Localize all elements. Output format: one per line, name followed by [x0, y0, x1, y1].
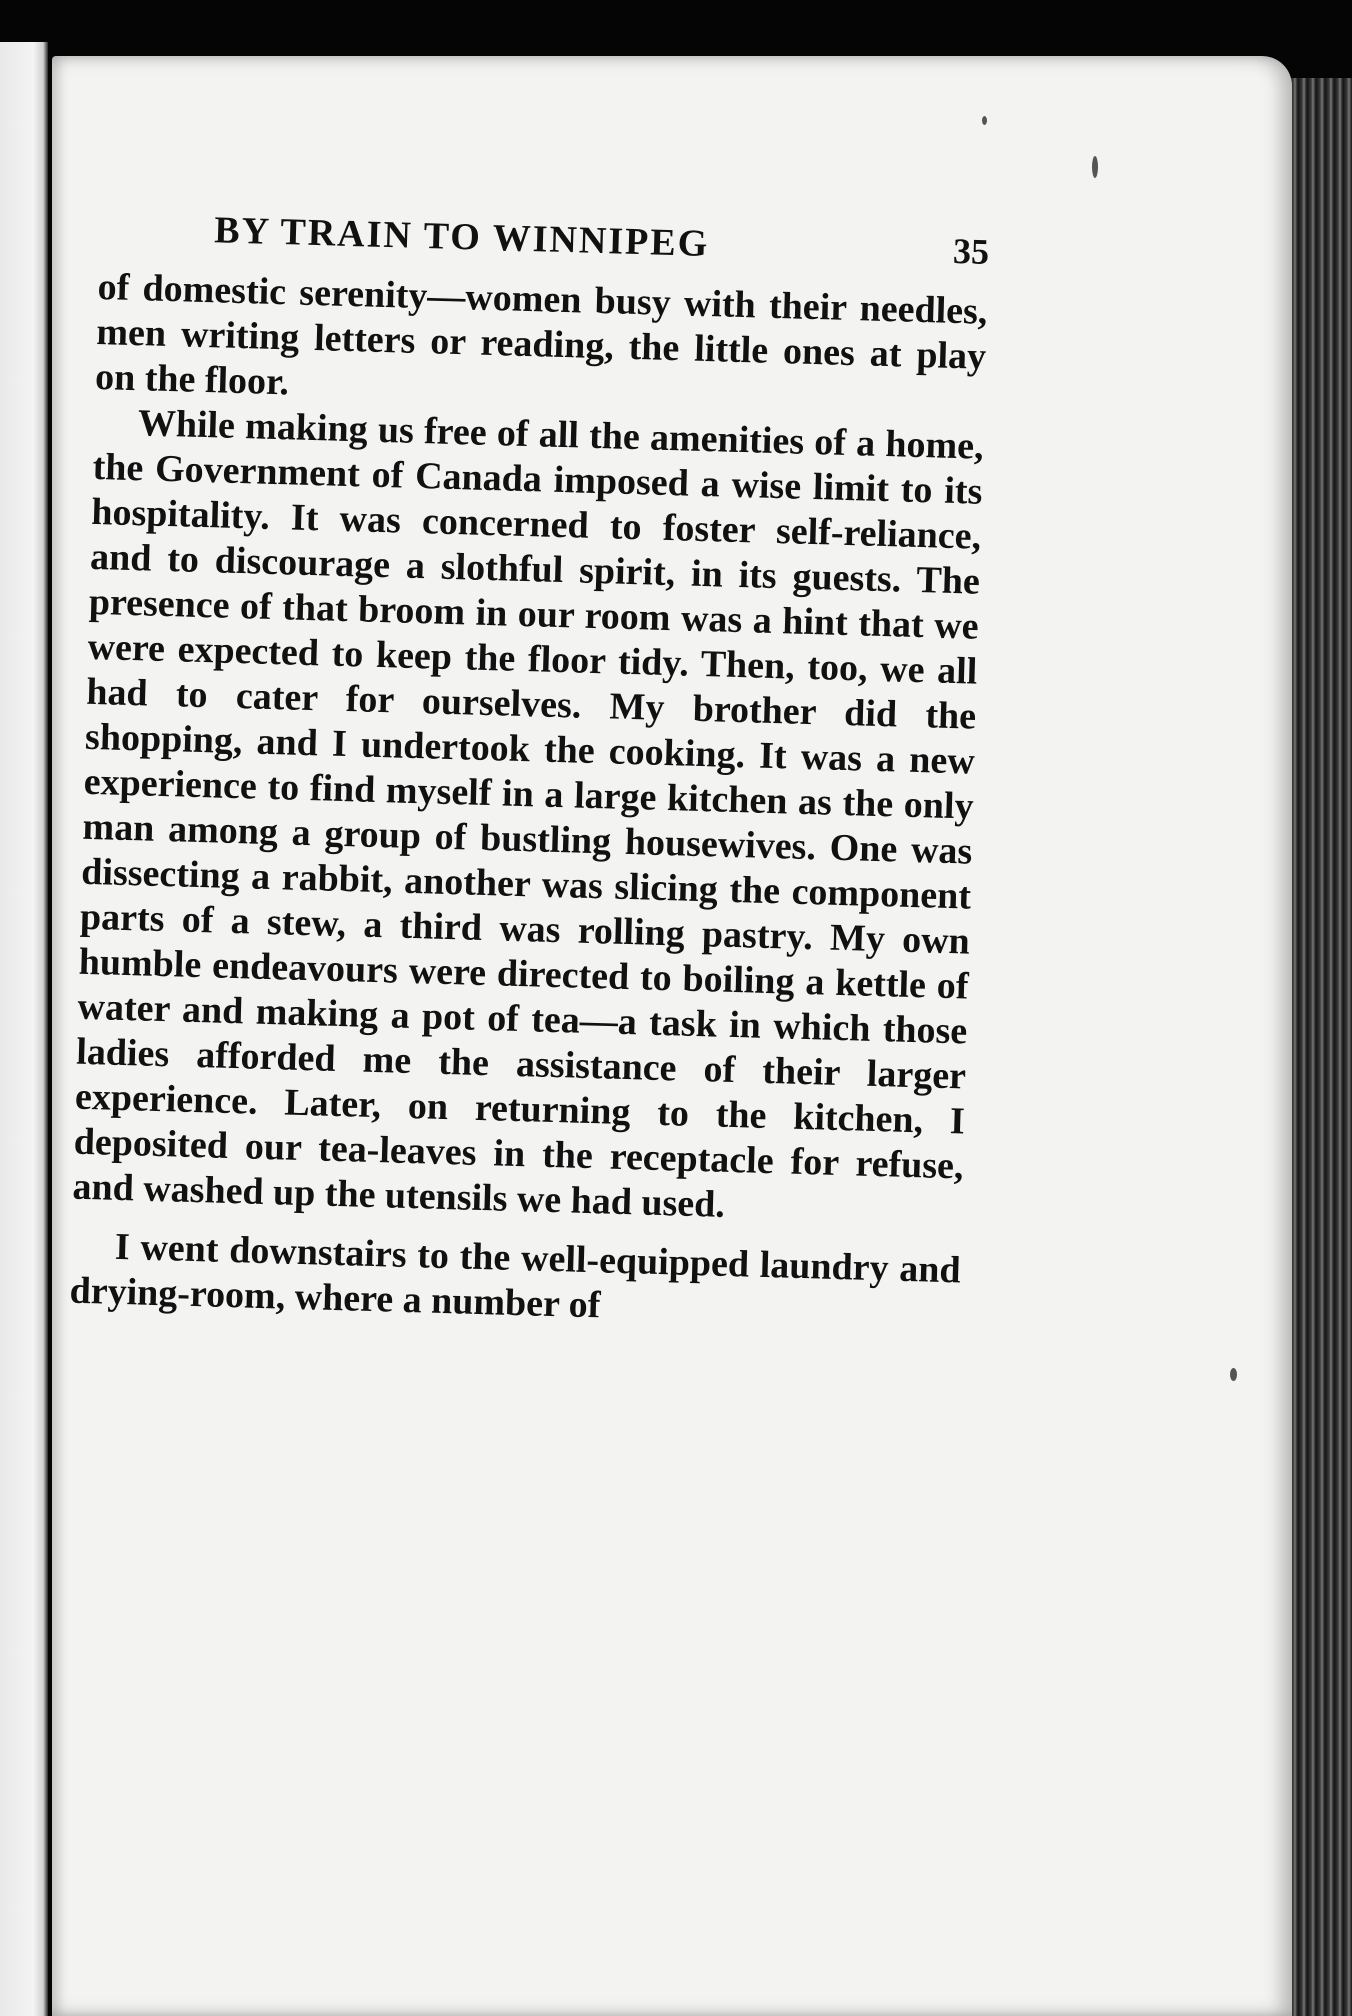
page-number: 35 [952, 230, 990, 272]
text-block [69, 205, 990, 1338]
paragraph-kitchen: While making us free of all the amenities of a home, the Government of Canada imposed a wise limit to its hospitality. It was concerned to foster self-reliance, and to discourage a slothful spirit, in its guests. The presence of that broom in our room was a hint that we were expected to keep the floor tidy. Then, too, we all had to cater for ourselves. My brother did the shopping, and I undertook the cooking. It was a new experience to find myself in a large kitchen as the only man among a group of bustling housewives. One was dissecting a rabbit, another was slicing the component parts of a stew, a third was rolling pastry. My own humble endeavours were directed to boiling a kettle of water and making a pot of tea—a task in which those ladies afforded me the assistance of their larger experience. Later, on returning to the kitchen, I deposited our tea-leaves in the receptacle for refuse, and washed up the utensils we had used. [71, 402, 985, 1226]
running-title: BY TRAIN TO WINNIPEG [213, 209, 710, 266]
paragraph-continued: of domestic serenity—women busy with their needles, men writing letters or reading, the little ones at play on the floor. [94, 265, 988, 404]
paper-speck [982, 116, 987, 125]
paper-speck [1230, 1368, 1237, 1381]
paper-speck [1092, 156, 1098, 178]
left-page-edge [0, 42, 48, 2016]
paragraph-laundry: I went downstairs to the well-equipped laundry and drying-room, where a number of [69, 1225, 962, 1327]
